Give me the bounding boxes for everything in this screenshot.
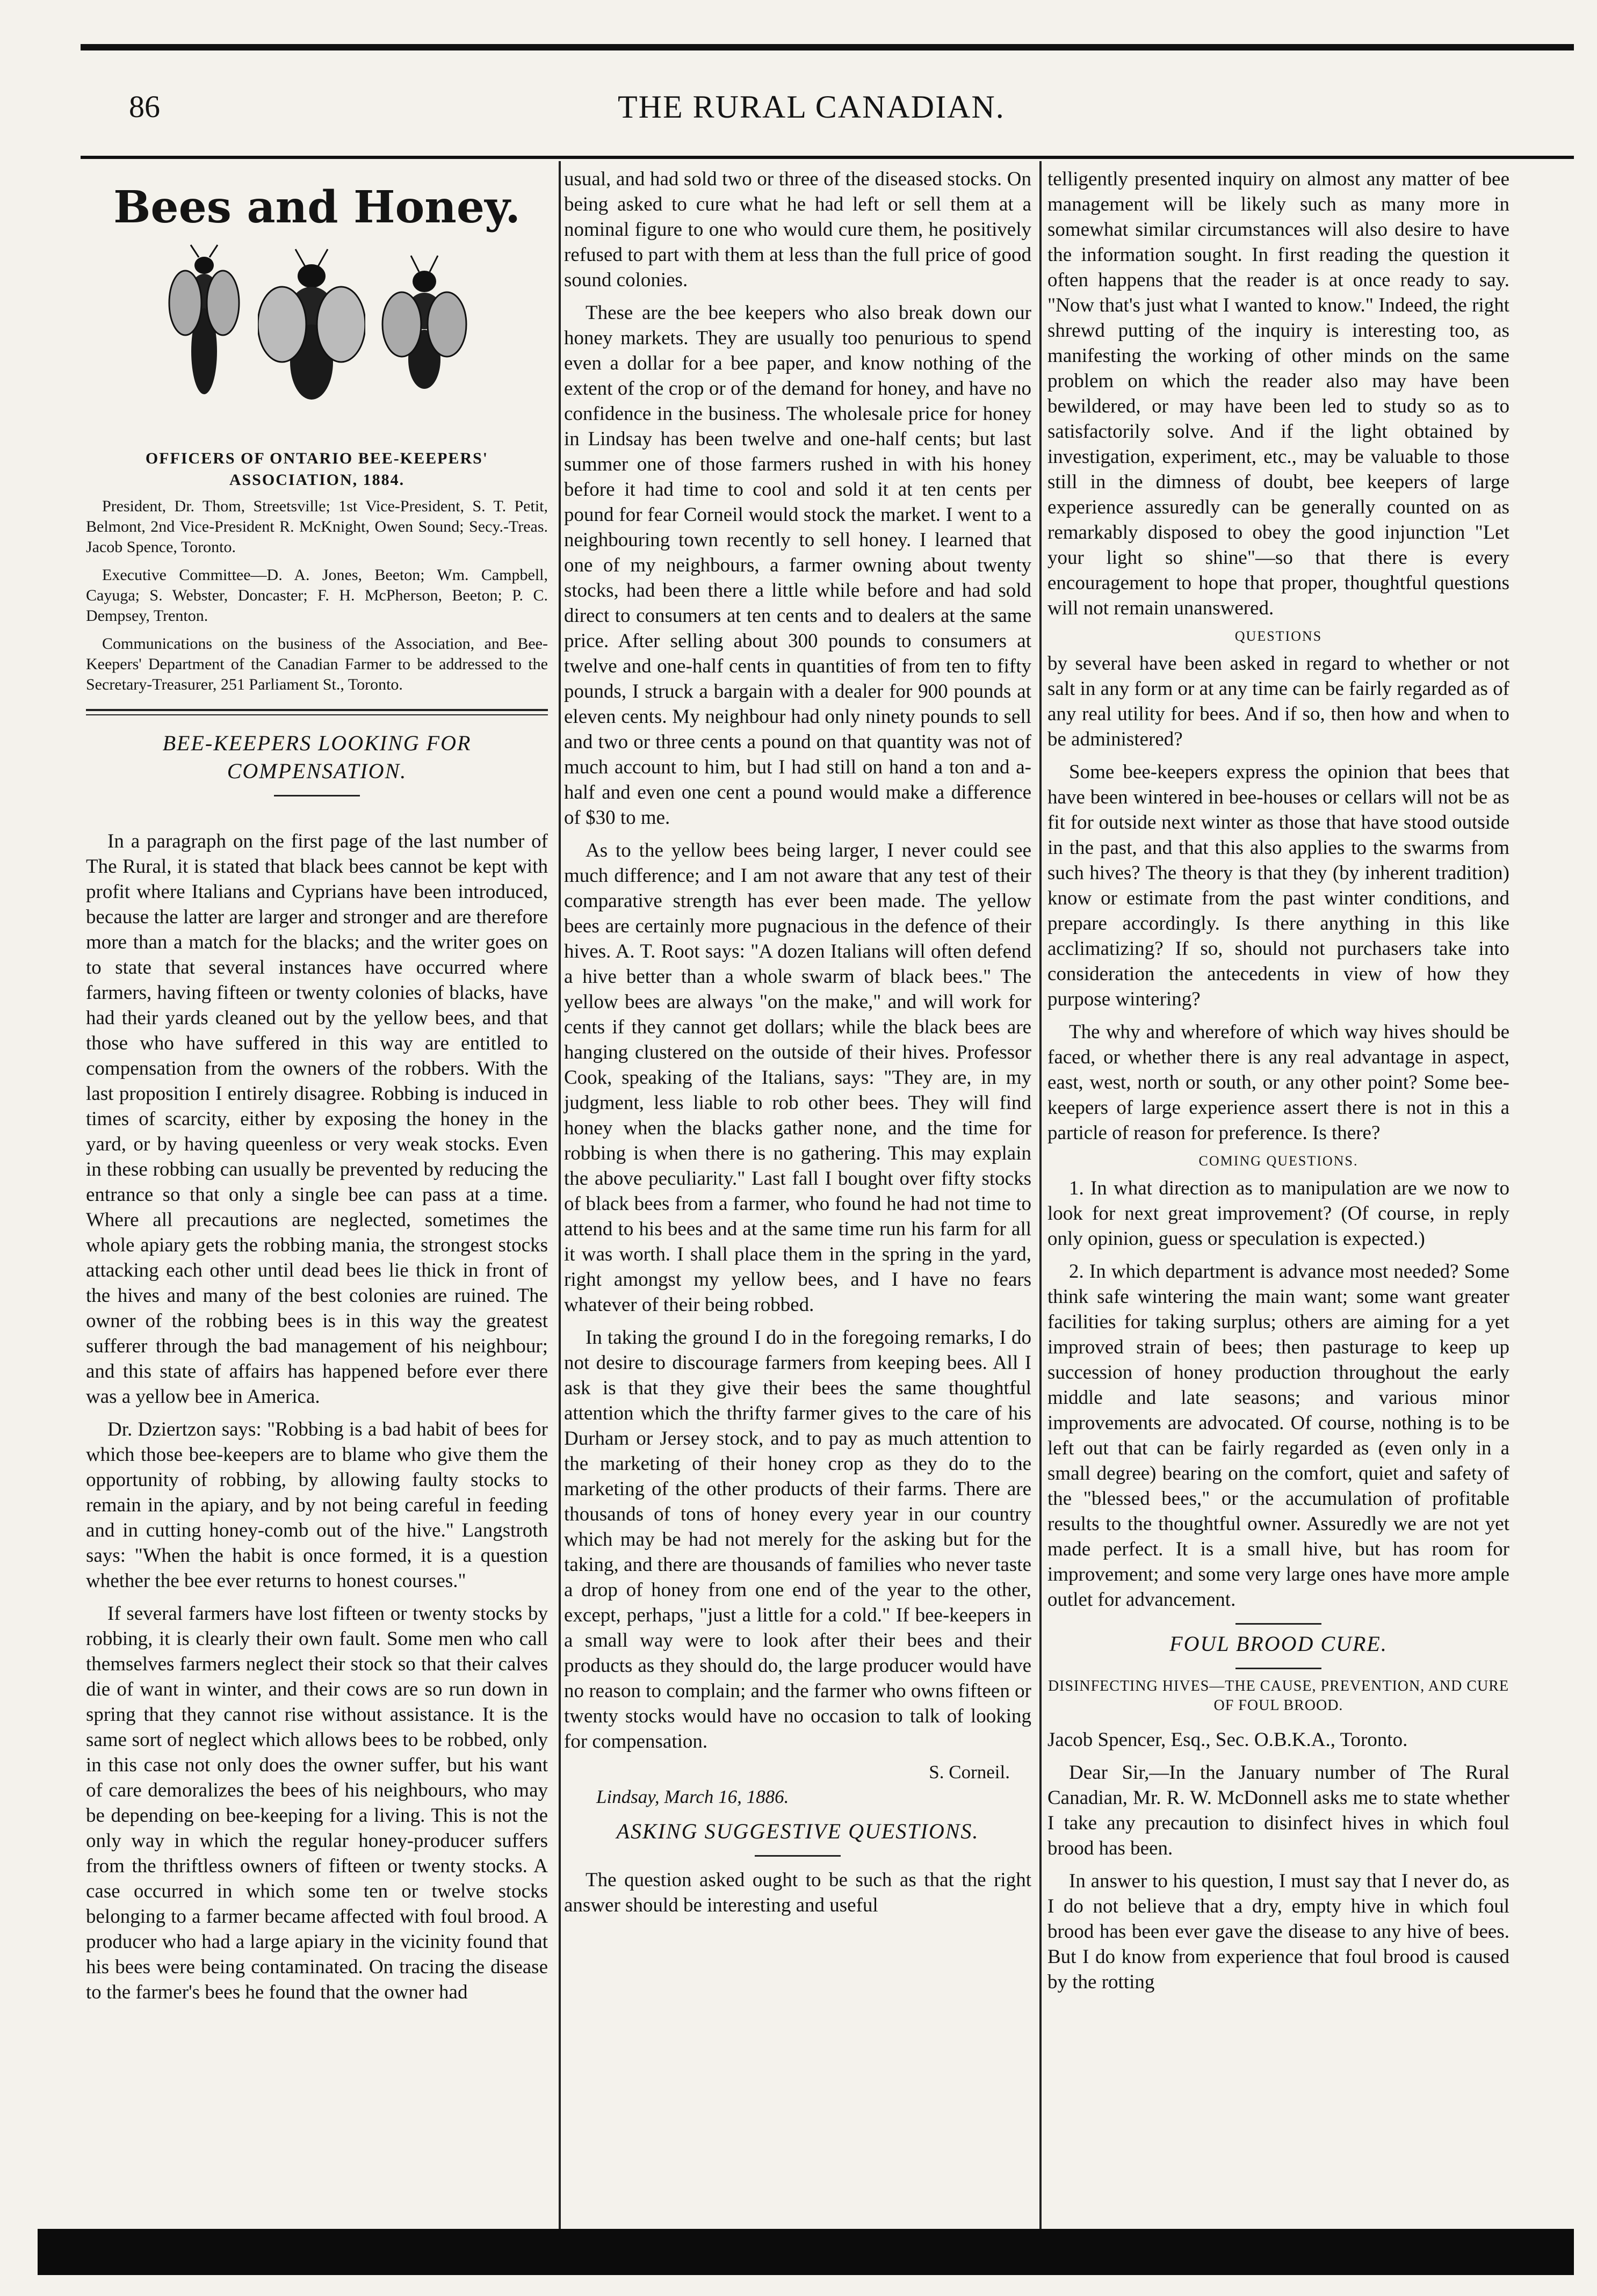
paragraph: In taking the ground I do in the foregoing remarks, I do not desire to discourage farmers from keeping bees. All I ask is that they give their bees the same thoughtful attention which the thrifty farmer gives to the care of his Durham or Jersey stock, and to pay as much attention to the marketing of their honey crop as they do to the marketing of the other products of their farms. There are thousands of tons of honey every year in our country which may be had not merely for the asking but for the taking, and there are thousands of families who never taste a drop of honey from one end of the year to the other, except, perhaps, "just a little for a cold." If bee-keepers in a small way were to look after their bees and their products as they should do, the large producer would have no reason to complain; and the farmer who owns fifteen or twenty stocks would have no occasion to talk of looking for compensation. (564, 1327, 1031, 1752)
top-edge-rule (81, 44, 1574, 50)
section-title: Bees and Honey. (113, 182, 521, 233)
column-2 (564, 166, 1031, 1925)
paragraph: Dear Sir,—In the January number of The Rural Canadian, Mr. R. W. McDonnell asks me to state whether I take any precaution to disinfect hives in which foul brood has been. (1047, 1762, 1509, 1859)
article-title-foul-brood: FOUL BROOD CURE. (1169, 1632, 1388, 1656)
letter-addressee: Jacob Spencer, Esq., Sec. O.B.K.A., Toronto. (1047, 1729, 1408, 1751)
officers-executive: Executive Committee—D. A. Jones, Beeton; Wm. Campbell, Cayuga; S. Webster, Doncaster; F. H. McPherson, Beeton; P. C. Dempsey, Trenton. (86, 566, 548, 625)
queen-bee-icon (258, 244, 365, 416)
page-number: 86 (129, 89, 160, 124)
paragraph: usual, and had sold two or three of the diseased stocks. On being asked to cure what he had left or sell them at a nominal figure to one who would cure them, he positively refused to part with them at less than the full price of good sound colonies. (564, 168, 1031, 291)
article-subhead: DISINFECTING HIVES—THE CAUSE, PREVENTION, AND CURE OF FOUL BROOD. (1047, 1678, 1509, 1714)
dateline: Lindsay, March 16, 1886. (596, 1786, 789, 1807)
drone-bee-icon (381, 244, 467, 416)
article-title-compensation: BEE-KEEPERS LOOKING FOR COMPENSATION. (162, 731, 472, 783)
paragraph: The why and wherefore of which way hives should be faced, or whether there is any real advantage in aspect, east, west, north or south, or any other point? Some bee-keepers of large experience assert there is not in this a particle of reason for preference. Is there? (1047, 1021, 1509, 1144)
bottom-edge-band (38, 2229, 1574, 2275)
officers-heading: OFFICERS OF ONTARIO BEE-KEEPERS' ASSOCIATION, 1884. (145, 450, 489, 489)
publication-title: THE RURAL CANADIAN. (618, 89, 1005, 125)
paragraph: Some bee-keepers express the opinion that bees that have been wintered in bee-houses or cellars will not be as fit for outside next winter as those that have stood outside in the past, and that this also applies to the swarms from such hives? The theory is that they (by inherent tradition) know or estimate from the past winter conditions, and prepare accordingly. Is there anything in this like acclimatizing? If so, should not purchasers take into consideration the antecedents in view of how they purpose wintering? (1047, 761, 1509, 1010)
title-rule (1235, 1668, 1321, 1669)
officers-president: President, Dr. Thom, Streetsville; 1st Vice-President, S. T. Petit, Belmont, 2nd Vice-President R. McKnight, Owen Sound; Secy.-Treas. Jacob Spence, Toronto. (86, 497, 548, 556)
paragraph: These are the bee keepers who also break down our honey markets. They are usually too penurious to spend even a dollar for a bee paper, and know nothing of the extent of the crop or of the demand for honey, and have no confidence in the business. The wholesale price for honey in Lindsay has been twelve and one-half cents; but last summer one of those farmers rushed in with his honey before it had time to cool and sold it at ten cents per pound for fear Corneil would stock the market. I went to a neighbouring town recently to sell honey. I learned that one of my neighbours, a farmer owning about twenty stocks, had been there a little while before and had sold direct to consumers at ten cents and to dealers at the same price. After selling about 300 pounds to consumers at twelve and one-half cents in quantities of from ten to fifty pounds, I struck a bargain with a dealer for 900 pounds at eleven cents. My neighbour had only ninety pounds to sell and two or three cents a pound on that quantity was not of much account to him, but I had still on hand a ton and a-half and even one cent a pound would make a difference of $30 to me. (564, 302, 1031, 829)
question-item: 2. In which department is advance most needed? Some think safe wintering the main want; some want greater facilities for taking surplus; others are aiming for a yet improved strain of bees; then pasturage to keep up succession of honey production throughout the early middle and late seasons; and various minor improvements are advocated. Of course, nothing is to be left out that can be fairly regarded as (even only in a small degree) bearing on the comfort, quiet and safety of the "blessed bees," or the accumulation of profitable results to the thoughtful owner. Assuredly we are not yet made perfect. It is a small hive, but has room for improvement; and some very large ones have more ample outlet for advancement. (1047, 1261, 1509, 1611)
column-3 (1047, 166, 1509, 2002)
questions-heading: QUESTIONS (1234, 628, 1323, 644)
worker-bee-icon (167, 244, 242, 416)
title-rule (274, 795, 360, 796)
column-rule-2 (1039, 161, 1042, 2229)
officers-communications: Communications on the business of the Association, and Bee-Keepers' Department of the Canadian Farmer to be addressed to the Secretary-Treasurer, 251 Parliament St., Toronto. (86, 635, 548, 693)
paragraph: The question asked ought to be such as that the right answer should be interesting and useful (564, 1869, 1031, 1916)
paragraph: telligently presented inquiry on almost any matter of bee management will be likely such as many more in somewhat similar circumstances will also desire to have the information sought. In first reading the question it often happens that the reader is at once ready to say. "Now that's just what I wanted to know." Indeed, the right shrewd putting of the inquiry is interesting too, as manifesting the working of other minds on the same problem on which the reader also may have been bewildered, or may have been led to study so as to satisfactorily solve. And if the light obtained by investigation, experiment, etc., may be valuable to those still in the dimness of doubt, bee keepers of large experience assuredly can be generally counted on as remarkably disposed to obey the good injunction "Let your light so shine"—so that there is every encouragement to hope that proper, thoughtful questions will not remain unanswered. (1047, 168, 1509, 619)
section-divider (86, 709, 548, 715)
column-1 (86, 166, 548, 2012)
title-rule (755, 1855, 841, 1857)
paragraph: If several farmers have lost fifteen or twenty stocks by robbing, it is clearly their own fault. Some men who call themselves farmers neglect their stock so that their calves die of want in winter, and their cows are so run down in spring that they cannot rise without assistance. It is the same sort of neglect which allows bees to be robbed, only in this case not only does the owner suffer, but his want of care demoralizes the bees of his neighbours, who may be depending on bee-keeping for a living. This is not the only way in which the regular honey-producer suffers from the thriftless owners of fifteen or twenty stocks. A case occurred in which some ten or twelve stocks belonging to a farmer became affected with foul brood. A producer who had a large apiary in the vicinity found that his bees were being contaminated. On tracing the disease to the farmer's bees he found that the owner had (86, 1603, 548, 2003)
section-rule (1235, 1623, 1321, 1625)
paragraph: In a paragraph on the first page of the last number of The Rural, it is stated that black bees cannot be kept with profit where Italians and Cyprians have been introduced, because the latter are larger and stronger and are therefore more than a match for the blacks; and the writer goes on to state that several instances have occurred where farmers, having fifteen or twenty colonies of blacks, have had their yards cleaned out by the yellow bees, and that those who have suffered in this way are entitled to compensation from the owners of the robbers. With the last proposition I entirely disagree. Robbing is induced in times of scarcity, either by exposing the honey in the yard, or by having queenless or very weak stocks. Even in these robbing can usually be prevented by reducing the entrance so that only a single bee can pass at a time. Where all precautions are neglected, sometimes the whole apiary gets the robbing mania, the strongest stocks attacking each other until dead bees lie thick in front of the hives and many of the best colonies are ruined. The owner of the robbing bees is in this way the greatest sufferer through the bad management of his neighbour; and this state of affairs has happened before ever there was a yellow bee in America. (86, 830, 548, 1408)
question-item: 1. In what direction as to manipulation are we now to look for next great improvement? (Of course, in reply only opinion, guess or speculation is expected.) (1047, 1177, 1509, 1250)
bees-illustration (86, 244, 548, 416)
coming-questions-heading: COMING QUESTIONS. (1198, 1153, 1358, 1169)
column-rule-1 (559, 161, 561, 2229)
paragraph: In answer to his question, I must say that I never do, as I do not believe that a dry, empty hive in which foul brood has been ever gave the disease to any hive of bees. But I do know from experience that foul brood is caused by the rotting (1047, 1870, 1509, 1993)
paragraph: As to the yellow bees being larger, I never could see much difference; and I am not aware that any test of their comparative strength has ever been made. The yellow bees are certainly more pugnacious in the defence of their hives. A. T. Root says: "A dozen Italians will often defend a hive better than a whole swarm of black bees." The yellow bees are always "on the make," and will work for cents if they cannot get dollars; while the black bees are hanging clustered on the outside of their hives. Professor Cook, speaking of the Italians, says: "They are, in my judgment, less liable to rob other bees. They will find honey when the blacks gather none, and the time for robbing is when there is no gathering. This may explain the above peculiarity." Last fall I bought over fifty stocks of black bees from a farmer, who found he had not time to attend to his bees and at the same time run his farm for all it was worth. I shall place them in the spring in the yard, right amongst my yellow bees, and I have no fears whatever of their being robbed. (564, 839, 1031, 1316)
article-title-questions: ASKING SUGGESTIVE QUESTIONS. (616, 1819, 979, 1843)
header-rule (81, 156, 1574, 159)
paragraph: Dr. Dziertzon says: "Robbing is a bad habit of bees for which those bee-keepers are to blame who give them the opportunity of robbing, by allowing faulty stocks to remain in the apiary, and by not being careful in feeding and in cutting honey-comb out of the hive." Langstroth says: "When the habit is once formed, it is a question whether the bee ever returns to honest courses." (86, 1418, 548, 1592)
paragraph: by several have been asked in regard to whether or not salt in any form or at any time can be fairly regarded as of any real utility for bees. And if so, then how and when to be administered? (1047, 653, 1509, 750)
signature: S. Corneil. (929, 1762, 1010, 1783)
